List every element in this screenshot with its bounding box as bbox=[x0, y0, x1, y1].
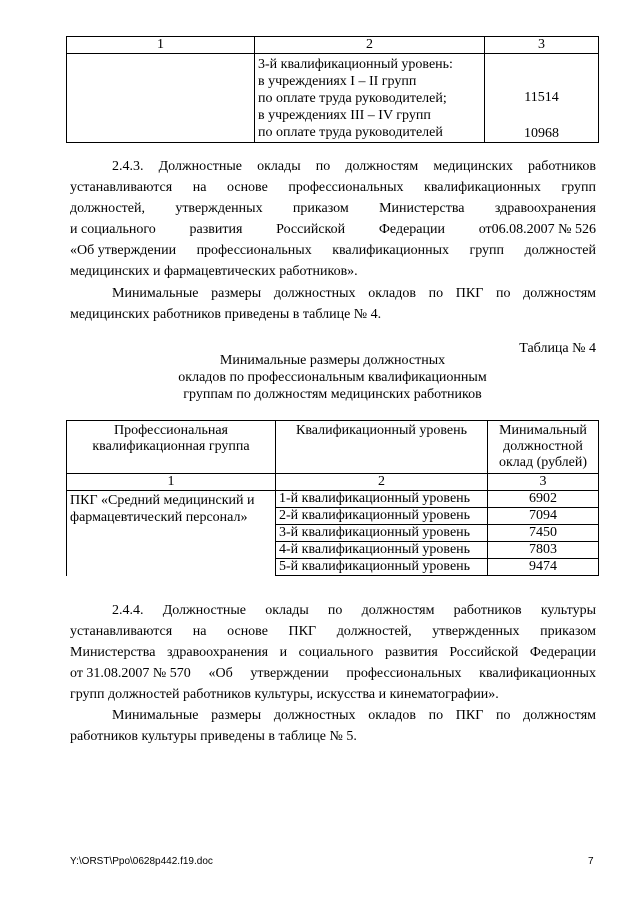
salary-value-1: 11514 bbox=[524, 90, 559, 105]
paragraph-line: Министерства здравоохранения и социального развития Российской Федерации bbox=[70, 645, 596, 660]
salary-cell bbox=[485, 54, 599, 143]
column-number-2: 2 bbox=[255, 37, 485, 54]
level-cell: 5-й квалификационный уровень bbox=[276, 559, 488, 576]
paragraph-line: «Об утверждении профессиональных квалификационных групп должностей bbox=[70, 243, 596, 258]
header-level: Квалификационный уровень bbox=[276, 421, 488, 474]
paragraph-line: от 31.08.2007 № 570 «Об утверждении профессиональных квалификационных bbox=[70, 666, 596, 681]
paragraph-line: устанавливаются на основе профессиональных квалификационных групп bbox=[70, 180, 596, 195]
institution-group-2-line-1: в учреждениях III – IV групп bbox=[258, 108, 431, 123]
level-cell: 2-й квалификационный уровень bbox=[276, 508, 488, 525]
table-label: Таблица № 4 bbox=[519, 341, 596, 356]
salary-cell: 7450 bbox=[488, 525, 599, 542]
qualification-level-cell bbox=[255, 54, 485, 143]
institution-group-1-line-1: в учреждениях I – II групп bbox=[258, 74, 417, 89]
table-row bbox=[67, 491, 599, 508]
salary-cell: 9474 bbox=[488, 559, 599, 576]
institution-group-2-line-2: по оплате труда руководителей bbox=[258, 125, 443, 140]
paragraph-line: работников культуры приведены в таблице № 5. bbox=[70, 729, 357, 744]
header-salary: Минимальный должностной оклад (рублей) bbox=[488, 421, 599, 474]
paragraph-line: Минимальные размеры должностных окладов по ПКГ по должностям bbox=[112, 708, 596, 723]
table-title: Минимальные размеры должностных окладов по профессиональным квалификационным группам по должностям медицинских работников bbox=[178, 353, 487, 402]
paragraph-line: медицинских работников приведены в таблице № 4. bbox=[70, 307, 382, 322]
table-number-row bbox=[67, 474, 599, 491]
group-name-cell: ПКГ «Средний медицинский и фармацевтический персонал» bbox=[67, 491, 276, 576]
level-cell: 3-й квалификационный уровень bbox=[276, 525, 488, 542]
page-number: 7 bbox=[588, 856, 594, 867]
paragraph-line: медицинских и фармацевтических работников». bbox=[70, 264, 358, 279]
column-number-2: 2 bbox=[276, 474, 488, 491]
paragraph-line: 2.4.4. Должностные оклады по должностям работников культуры bbox=[112, 603, 596, 618]
table-row bbox=[67, 54, 599, 143]
table-header-row bbox=[67, 421, 599, 474]
column-number-3: 3 bbox=[488, 474, 599, 491]
level-cell: 1-й квалификационный уровень bbox=[276, 491, 488, 508]
column-number-1: 1 bbox=[67, 474, 276, 491]
column-number-1: 1 bbox=[67, 37, 255, 54]
salary-table-continued bbox=[66, 36, 599, 143]
paragraph-line: и социального развития Российской Федерации от06.08.2007 № 526 bbox=[70, 222, 596, 237]
paragraph-line: 2.4.3. Должностные оклады по должностям медицинских работников bbox=[112, 159, 596, 174]
institution-group-1-line-2: по оплате труда руководителей; bbox=[258, 91, 447, 106]
paragraph-line: должностей, утвержденных приказом Министерства здравоохранения bbox=[70, 201, 596, 216]
salary-cell: 7094 bbox=[488, 508, 599, 525]
paragraph-line: Минимальные размеры должностных окладов по ПКГ по должностям bbox=[112, 286, 596, 301]
salary-cell: 6902 bbox=[488, 491, 599, 508]
level-title: 3-й квалификационный уровень: bbox=[258, 57, 453, 72]
salary-value-2: 10968 bbox=[524, 126, 559, 141]
table-4 bbox=[66, 420, 599, 576]
level-cell: 4-й квалификационный уровень bbox=[276, 542, 488, 559]
column-number-3: 3 bbox=[485, 37, 599, 54]
file-path-footer: Y:\ORST\Ppo\0628p442.f19.doc bbox=[70, 856, 213, 867]
header-group: Профессиональная квалификационная группа bbox=[67, 421, 276, 474]
paragraph-line: групп должностей работников культуры, искусства и кинематографии». bbox=[70, 687, 499, 702]
table-header-row bbox=[67, 37, 599, 54]
salary-cell: 7803 bbox=[488, 542, 599, 559]
empty-group-cell bbox=[67, 54, 255, 143]
paragraph-line: устанавливаются на основе ПКГ должностей, утвержденных приказом bbox=[70, 624, 596, 639]
